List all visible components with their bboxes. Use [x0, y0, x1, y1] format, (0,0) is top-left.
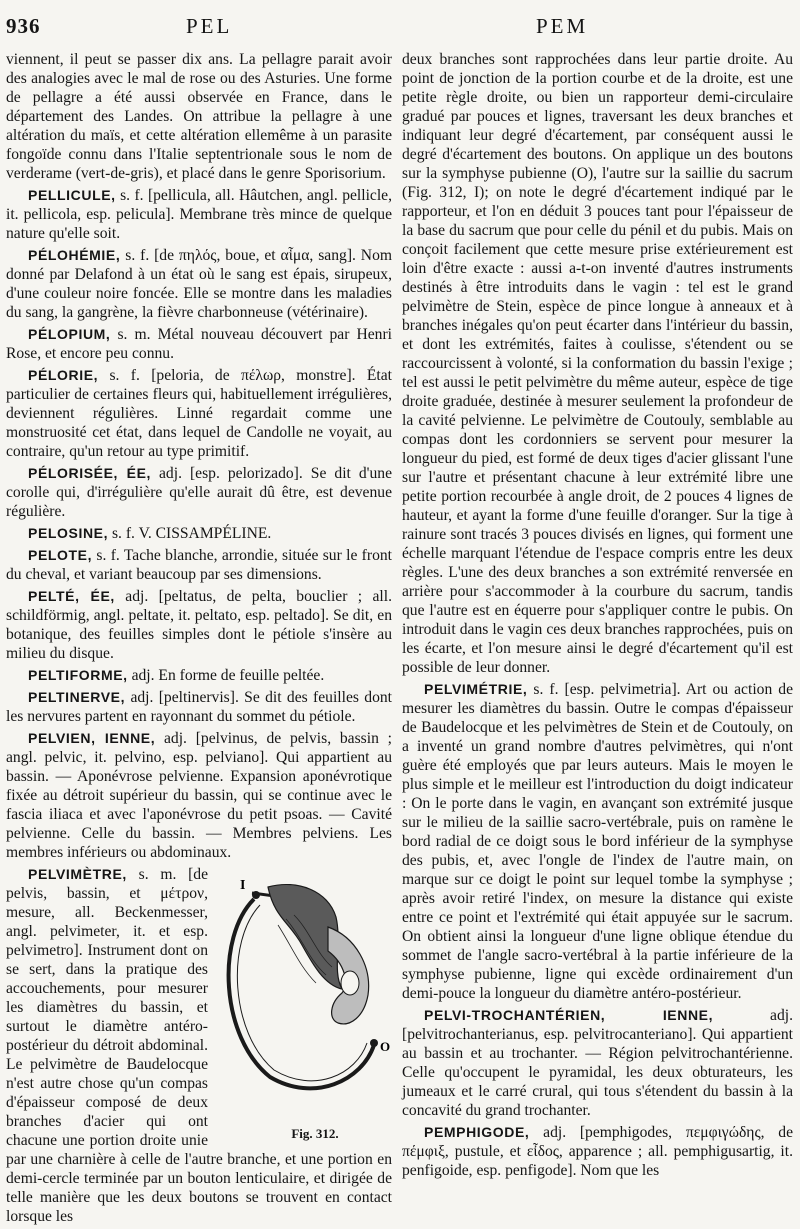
headword: PELVIEN, IENNE, — [28, 730, 156, 746]
entry-text: adj. [esp. pelorizado]. Se dit d'une corolle qui, d'irrégulière qu'elle aurait dû être, est devenue régulière. — [6, 465, 392, 520]
entry-pelorisee — [6, 464, 392, 521]
page-number: 936 — [6, 14, 41, 38]
entry-text: s. f. Tache blanche, arrondie, située sur le front du cheval, et variant beaucoup par ses dimensions. — [6, 547, 392, 583]
entry-text: adj. [peltinervis]. Se dit des feuilles dont les nervures partent en rayonnant du sommet du pétiole. — [6, 689, 392, 725]
headword: PÉLORISÉE, ÉE, — [28, 465, 151, 481]
entry-pellicule — [6, 186, 392, 243]
right-column — [402, 50, 793, 1183]
entry-pelorie — [6, 366, 392, 461]
entry-pelte — [6, 587, 392, 663]
headword: PELOSINE, — [28, 525, 109, 541]
headword: PELVIMÈTRE, — [28, 866, 127, 882]
left-column — [6, 50, 392, 1229]
entry-peltinerve — [6, 688, 392, 726]
entry-text: adj. [peltatus, de pelta, bouclier ; all. schildförmig, angl. peltate, it. peltato, esp. peltado]. Se dit, en botanique, des feuilles simples dont le pétiole s'insère au milieu du disque. — [6, 588, 392, 662]
label-i: I — [240, 878, 246, 893]
headword: PELVIMÉTRIE, — [424, 681, 528, 697]
figure-312 — [216, 867, 392, 1147]
headword: PÉLOPIUM, — [28, 326, 111, 342]
entry-text: adj. [pelvitrochanterianus, esp. pelvitrocanteriano]. Qui appartient au bassin et au trochanter. — Région pelvitrochantérienne. Celle qu'occupent le pyramidal, les deux obturateurs, les jumeaux et le carré crural, qui tous s'étendent du bassin à la concavité du grand trochanter. — [402, 1007, 793, 1119]
entry-pelvimetre — [6, 865, 392, 1226]
entry-pelote — [6, 546, 392, 584]
entry-pelosine — [6, 524, 392, 543]
headword: PELLICULE, — [28, 187, 116, 203]
foramen — [341, 971, 359, 995]
figure-caption: Fig. 312. — [291, 1126, 339, 1141]
entry-text: s. m. [de pelvis, bassin, et μέτρον, mesure, all. Beckenmesser, angl. pelvimeter, it. et esp. pelvimetro]. Instrument dont on se sert, dans la pratique des accouchements, pour mesurer les diamètres du bassin, et surtout le diamètre antéro-postérieur du détroit abdominal. Le pelvimètre de Baudelocque n'est autre chose qu'un compas d'épaisseur composé de deux branches d'acier qui ont chacune une portion droite unie par une charnière à celle de l'autre branche, et une portion en demi-cercle terminée par un bouton lenticulaire, et dirigée de telle manière que les deux boutons se trouvent en contact lorsque les — [6, 866, 392, 1225]
sacrum-button — [252, 891, 260, 899]
entry-text: adj. [pemphigodes, πεμφιγώδης, de πέμφιξ, pustule, et εἶδος, apparence ; all. pemphigusartig, it. penfigoide, esp. penfigode]. Nom que les — [402, 1124, 793, 1179]
entry-text: s. f. [de πηλός, boue, et αἷμα, sang]. Nom donné par Delafond à un état où le sang est épais, sirupeux, d'une couleur noire foncée. Elle se montre dans les maladies du sang, la gangrène, la fièvre charbonneuse (vétérinaire). — [6, 247, 392, 321]
label-o: O — [380, 1039, 391, 1054]
headword: PEMPHIGODE, — [424, 1124, 530, 1140]
headword: PELOTE, — [28, 547, 93, 563]
running-head-right: PEM — [536, 14, 589, 38]
entry-pelvien — [6, 729, 392, 862]
entry-pemphigode — [402, 1123, 793, 1180]
entry-pelvimetrie — [402, 680, 793, 1003]
entry-text: s. f. [esp. pelvimetria]. Art ou action de mesurer les diamètres du bassin. Outre le compas d'épaisseur de Baudelocque et les pelvimètres de Stein et de Coutouly, on a inventé un grand nombre d'autres pelvimètres, qui n'ont guère été employés que par leurs auteurs. Mais le moyen le plus simple et le meilleur est l'introduction du doigt indicateur : On le porte dans le vagin, en avançant son extrémité jusque sur le milieu de la saillie sacro-vertébrale, puis on ramène le bord radial de ce doigt sous le bord inférieur de la symphyse des pubis, et, avec l'ongle de l'index de l'autre main, on marque sur ce doigt le point sur lequel tombe la symphyse ; après avoir retiré l'index, on mesure la distance qui existe entre ce point et l'extrémité qui était appuyée sur le sacrum. On obtient ainsi la longueur d'une ligne oblique étendue du sommet de l'angle sacro-vertébral à la partie inférieure de la symphyse pubienne, ligne qui excède ordinairement d'un demi-pouce la longueur du diamètre antéro-postérieur. — [402, 681, 793, 1002]
entry-text: s. f. [peloria, de πέλωρ, monstre]. État particulier de certaines fleurs qui, habituellement irrégulières, deviennent régulières. Linné regardait comme une monstruosité cet état, dans lequel de Candolle ne voyait, au contraire, qu'un retour au type primitif. — [6, 367, 392, 460]
continued-paragraph: deux branches sont rapprochées dans leur partie droite. Au point de jonction de la portion courbe et de la droite, est une petite règle droite, ou bien un rapporteur demi-circulaire gradué par pouces et lignes, traversant les deux branches et indiquant leur degré d'écartement, par conséquent aussi le degré d'écartement des boutons. On applique un des boutons sur la symphyse pubienne (O), l'autre sur la saillie du sacrum (Fig. 312, I); on note le degré d'écartement indiqué par le rapporteur, et l'on en déduit 3 pouces tant pour l'épaisseur de la base du sacrum que pour celle du pénil et du pubis. Mais on conçoit facilement que cette mesure prise extérieurement est loin d'être exacte : aussi a-t-on inventé d'autres instruments destinés à être introduits dans le vagin : tel est le grand pelvimètre de Stein, espèce de pince longue à anneaux et à branches inégales qu'on peut écarter dans l'intérieur du bassin, et dont les extrémités, faites à coulisse, s'étendent ou se raccourcissent à volonté, si la conformation du bassin l'exige ; tel est aussi le petit pelvimètre du même auteur, espèce de tige droite graduée, destinée à mesurer seulement la profondeur de la cavité pelvienne. Le pelvimètre de Coutouly, semblable au compas dont les cordonniers se servent pour mesurer la longueur du pied, est formé de deux tiges d'acier glissant l'une sur l'autre et présentant chacune à leur extrémité libre une petite portion recourbée à angle droit, de 2 pouces 4 lignes de hauteur, et ayant la forme d'une feuille d'oranger. Sur la tige à rainure sont tracés 3 pouces divisés en lignes, qui forment une échelle marquant l'étendue de l'espace compris entre les deux règles. L'une des deux branches a son extrémité renversée en arrière pour s'accommoder à la courbure du sacrum, tandis que l'autre est en équerre pour s'appliquer contre le pubis. On introduit dans le vagin ces deux branches rapprochées, puis on les écarte, et l'on mesure ainsi le degré d'écartement qu'il est possible de leur donner. — [402, 51, 793, 676]
headword: PELTINERVE, — [28, 689, 126, 705]
pelvimeter-illustration — [216, 867, 392, 1117]
continued-paragraph: viennent, il peut se passer dix ans. La pellagre parait avoir des analogies avec le mal de rose ou des Asturies. Une forme de pellagre a été aussi observée en France, dans le département des Landes. On attribue la pellagre à une altération du maïs, et cette altération ellemême à un parasite fongoïde connu dans l'Italie septentrionale sous le nom de verderame (vert-de-gris), et placé dans le genre Sporisorium. — [6, 51, 392, 182]
headword: PELTIFORME, — [28, 667, 128, 683]
entry-pelohemie — [6, 246, 392, 322]
entry-pelvi-trochanterien — [402, 1006, 793, 1120]
headword: PÉLOHÉMIE, — [28, 247, 121, 263]
headword: PELTÉ, ÉE, — [28, 588, 115, 604]
pubis-button — [370, 1039, 378, 1047]
headword: PELVI-TROCHANTÉRIEN, IENNE, — [424, 1007, 714, 1023]
entry-text: s. f. [pellicula, all. Hâutchen, angl. pellicle, it. pellicola, esp. pelicula]. Membrane très mince de quelque nature qu'elle soit. — [6, 187, 392, 242]
entry-text: s. m. Métal nouveau découvert par Henri Rose, et encore peu connu. — [6, 326, 392, 362]
page-header — [0, 0, 800, 36]
running-head-left: PEL — [186, 14, 233, 38]
entry-text: adj. En forme de feuille peltée. — [127, 667, 325, 684]
headword: PÉLORIE, — [28, 367, 99, 383]
entry-text: adj. [pelvinus, de pelvis, bassin ; angl. pelvic, it. pelvino, esp. pelviano]. Qui appartient au bassin. — Aponévrose pelvienne. Expansion aponévrotique fixée au détroit supérieur du bassin, qui se continue avec le fascia iliaca et avec l'aponévrose du petit psoas. — Cavité pelvienne. Celle du bassin. — Membres pelviens. Les membres inférieurs ou abdominaux. — [6, 730, 392, 861]
entry-pelopium — [6, 325, 392, 363]
entry-peltiforme — [6, 666, 392, 685]
entry-text: s. f. V. CISSAMPÉLINE. — [108, 525, 272, 542]
